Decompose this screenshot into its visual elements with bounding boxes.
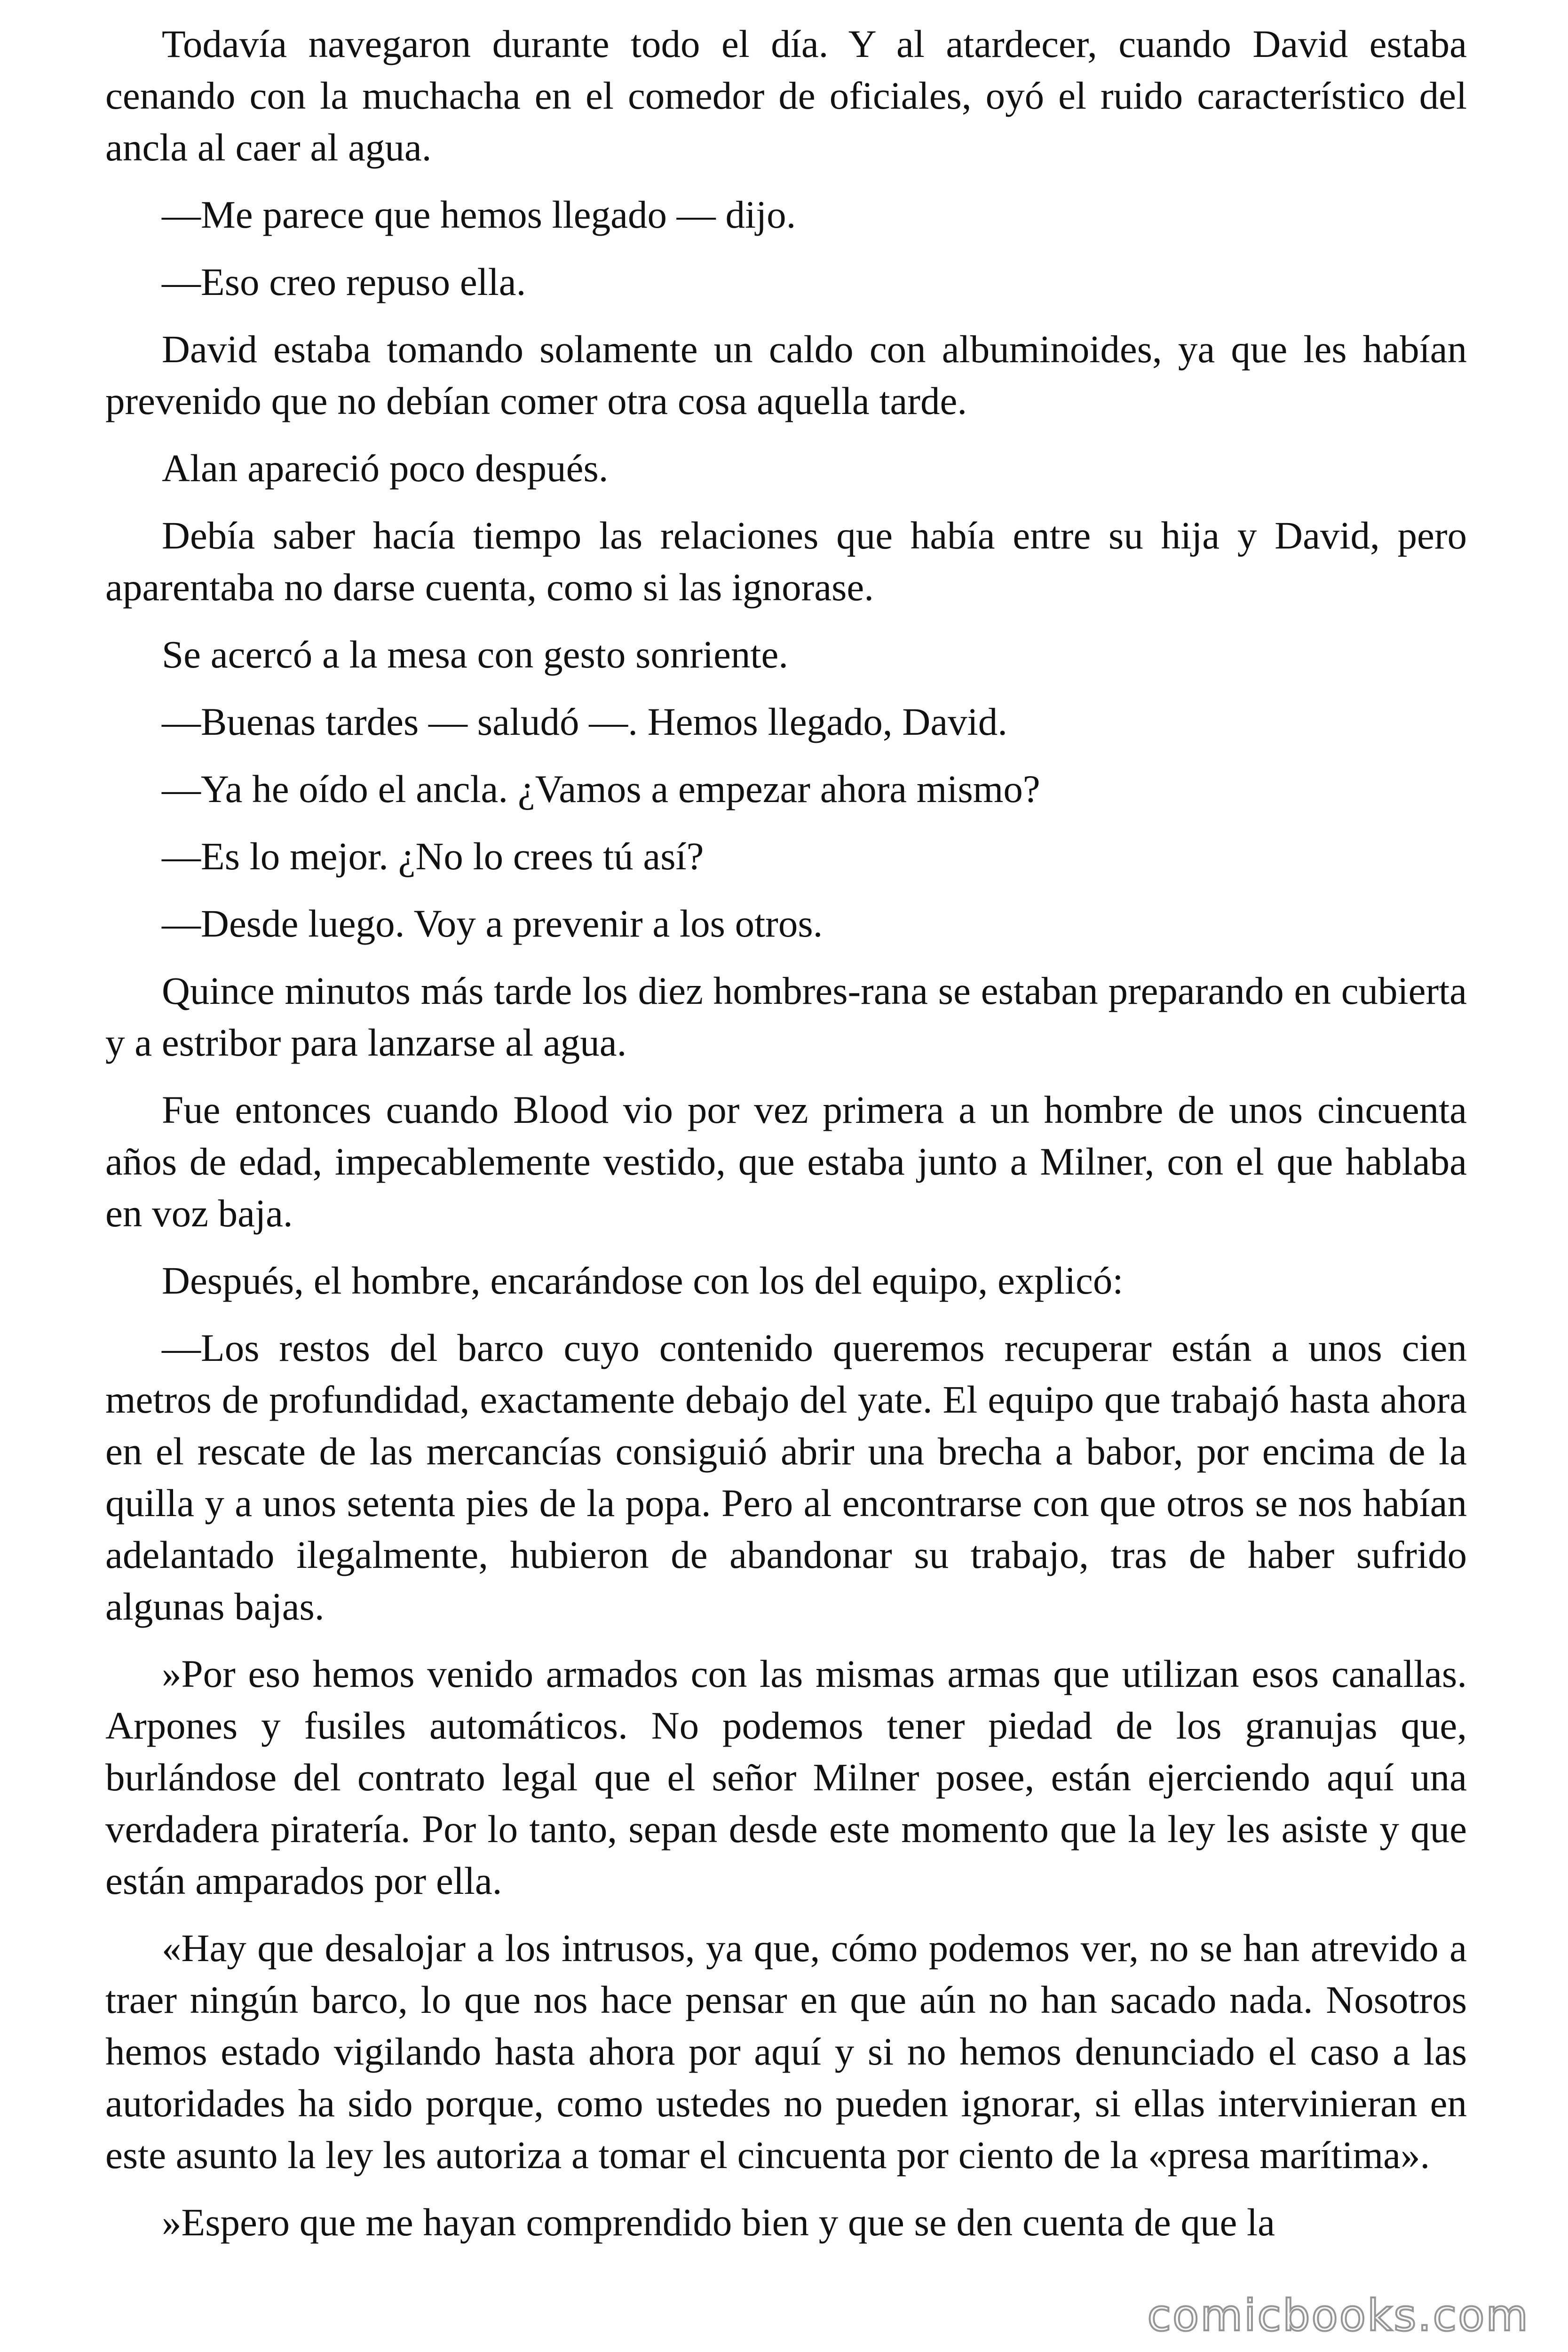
paragraph-5: Alan apareció poco después.	[162, 446, 609, 490]
paragraph-9: —Ya he oído el ancla. ¿Vamos a empezar ahora mismo?	[162, 767, 1040, 810]
paragraph-10: —Es lo mejor. ¿No lo crees tú así?	[162, 834, 704, 878]
paragraph-11: —Desde luego. Voy a prevenir a los otros.	[162, 902, 823, 945]
paragraph-12: Quince minutos más tarde los diez hombres-rana se estaban preparando en cubierta y a estribor para lanzarse al agua.	[105, 969, 1467, 1064]
paragraph-4: David estaba tomando solamente un caldo con albuminoides, ya que les habían prevenido que no debían comer otra cosa aquella tarde.	[105, 327, 1467, 422]
page-body	[105, 18, 1467, 2248]
paragraph-18: »Espero que me hayan comprendido bien y que se den cuenta de que la	[162, 2201, 1275, 2244]
paragraph-8: —Buenas tardes — saludó —. Hemos llegado, David.	[162, 700, 1007, 743]
paragraph-15: —Los restos del barco cuyo contenido queremos recuperar están a unos cien metros de profundidad, exactamente debajo del yate. El equipo que trabajó hasta ahora en el rescate de las mercancías consiguió abrir una brecha a babor, por encima de la quilla y a unos setenta pies de la popa. Pero al encontrarse con que otros se nos habían adelantado ilegalmente, hubieron de abandonar su trabajo, tras de haber sufrido algunas bajas.	[105, 1326, 1467, 1628]
paragraph-3: —Eso creo repuso ella.	[162, 260, 526, 303]
watermark-logo: comicbooks.com	[1147, 2290, 1529, 2341]
paragraph-14: Después, el hombre, encarándose con los del equipo, explicó:	[162, 1259, 1124, 1302]
paragraph-17: «Hay que desalojar a los intrusos, ya que, cómo podemos ver, no se han atrevido a traer ningún barco, lo que nos hace pensar en que aún no han sacado nada. Nosotros hemos estado vigilando hasta ahora por aquí y si no hemos denunciado el caso a las autoridades ha sido porque, como ustedes no pueden ignorar, si ellas intervinieran en este asunto la ley les autoriza a tomar el cincuenta por ciento de la «presa marítima».	[105, 1926, 1467, 2177]
paragraph-13: Fue entonces cuando Blood vio por vez primera a un hombre de unos cincuenta años de edad, impecablemente vestido, que estaba junto a Milner, con el que hablaba en voz baja.	[105, 1088, 1467, 1235]
paragraph-7: Se acercó a la mesa con gesto sonriente.	[162, 633, 789, 676]
paragraph-6: Debía saber hacía tiempo las relaciones que había entre su hija y David, pero aparentaba no darse cuenta, como si las ignorase.	[105, 514, 1467, 609]
paragraph-16: »Por eso hemos venido armados con las mismas armas que utilizan esos canallas. Arpones y fusiles automáticos. No podemos tener piedad de los granujas que, burlándose del contrato legal que el señor Milner posee, están ejerciendo aquí una verdadera piratería. Por lo tanto, sepan desde este momento que la ley les asiste y que están amparados por ella.	[105, 1652, 1467, 1902]
paragraph-2: —Me parece que hemos llegado — dijo.	[162, 193, 796, 236]
paragraph-1: Todavía navegaron durante todo el día. Y al atardecer, cuando David estaba cenando con la muchacha en el comedor de oficiales, oyó el ruido característico del ancla al caer al agua.	[105, 22, 1467, 169]
